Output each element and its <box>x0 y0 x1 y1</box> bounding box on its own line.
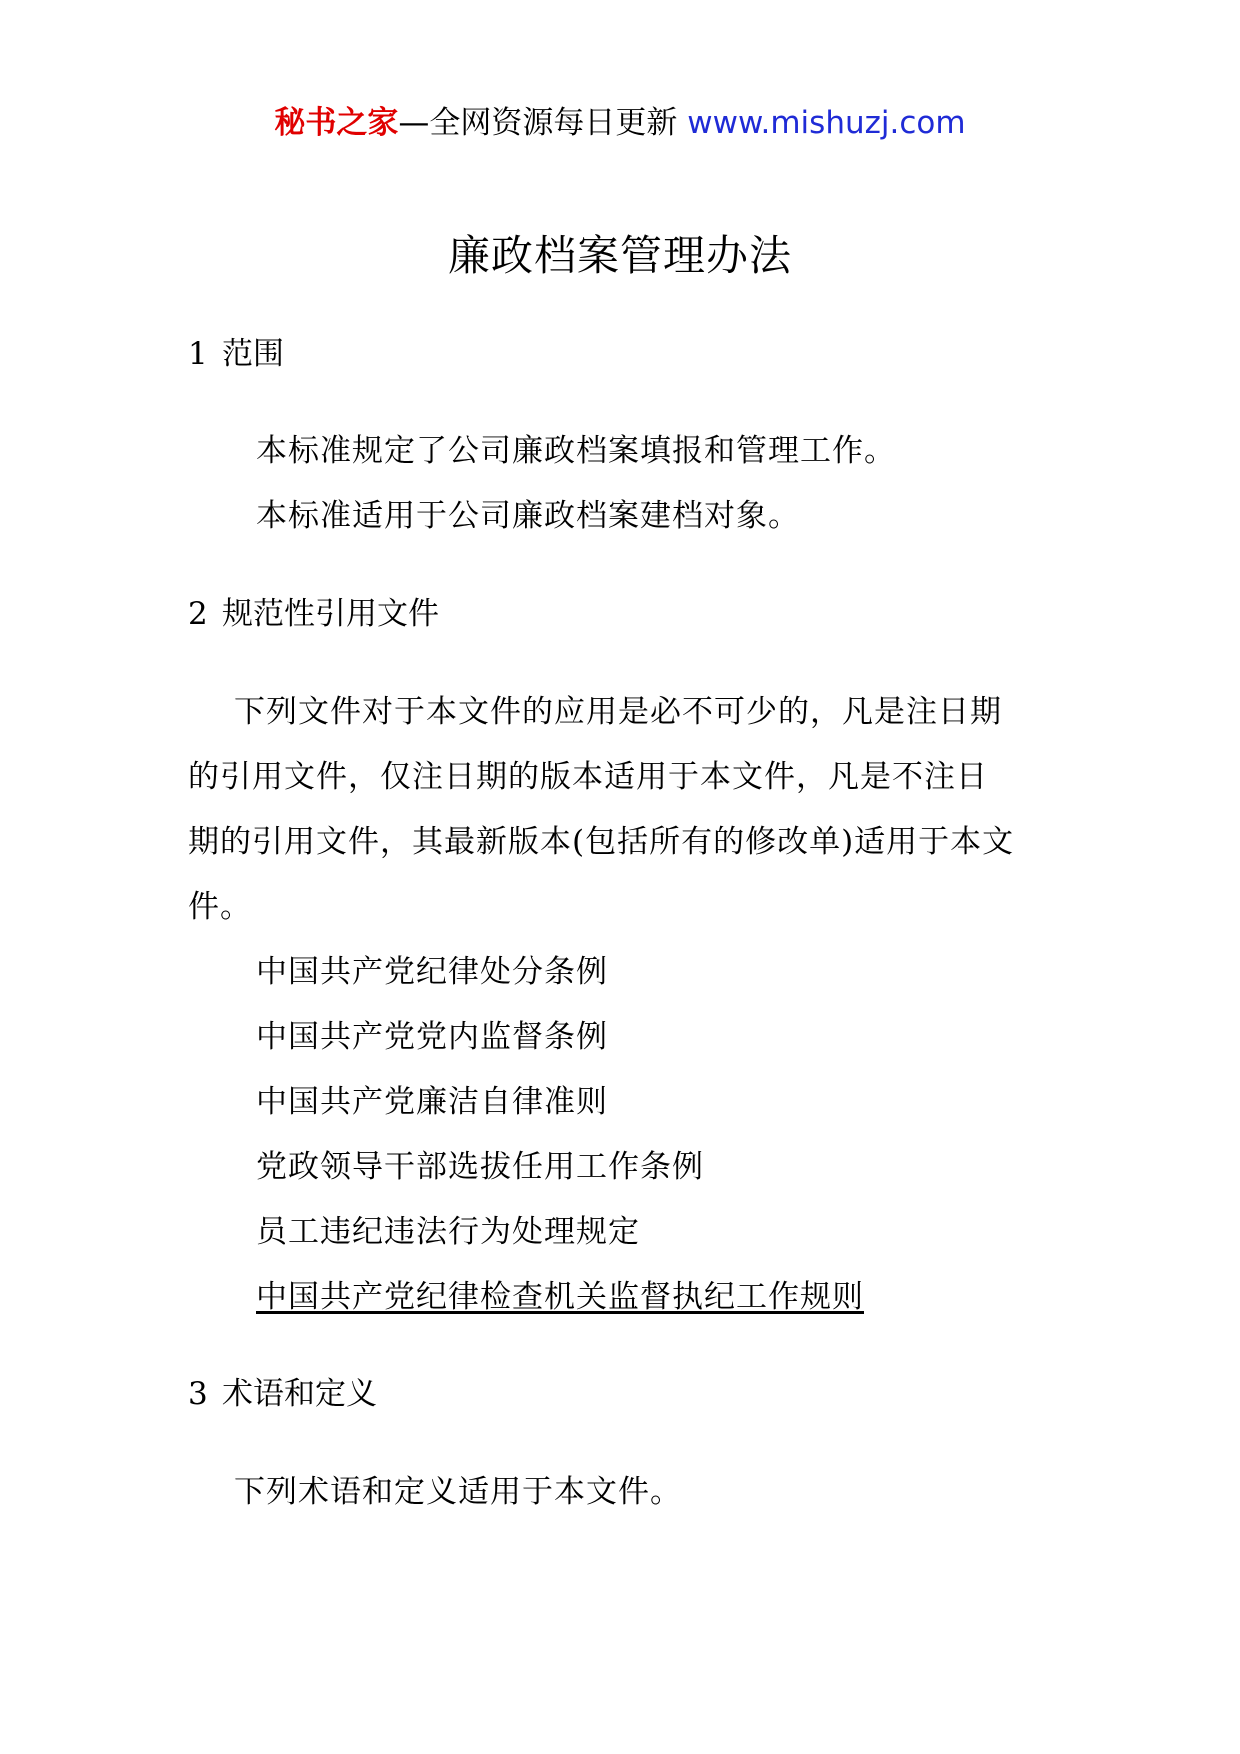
section-title: 术语和定义 <box>222 1376 377 1412</box>
section-2-paragraph-line-2: 的引用文件，仅注日期的版本适用于本文件，凡是不注日 <box>188 759 988 795</box>
brand-name: 秘书之家 <box>274 105 399 141</box>
reference-item: 中国共产党纪律处分条例 <box>256 954 608 990</box>
section-number: 3 <box>188 1376 208 1412</box>
section-1-line-2: 本标准适用于公司廉政档案建档对象。 <box>256 498 800 534</box>
section-title: 范围 <box>222 336 284 372</box>
site-url[interactable]: www.mishuzj.com <box>687 105 966 141</box>
section-title: 规范性引用文件 <box>222 596 439 632</box>
document-title: 廉政档案管理办法 <box>447 231 792 280</box>
reference-item: 中国共产党党内监督条例 <box>256 1019 608 1055</box>
section-1-heading <box>188 334 284 374</box>
reference-item-underlined: 中国共产党纪律检查机关监督执纪工作规则 <box>256 1279 864 1315</box>
section-2-heading <box>188 594 439 634</box>
section-2-paragraph-line-4: 件。 <box>188 889 252 925</box>
section-3-heading <box>188 1374 377 1414</box>
section-3-line-1: 下列术语和定义适用于本文件。 <box>234 1474 682 1510</box>
site-header <box>0 103 1240 143</box>
section-1-line-1: 本标准规定了公司廉政档案填报和管理工作。 <box>256 433 896 469</box>
section-number: 1 <box>188 336 208 372</box>
section-2-paragraph-line-1: 下列文件对于本文件的应用是必不可少的，凡是注日期 <box>234 694 1002 730</box>
header-slogan: —全网资源每日更新 <box>398 105 678 141</box>
reference-item: 中国共产党廉洁自律准则 <box>256 1084 608 1120</box>
reference-item: 党政领导干部选拔任用工作条例 <box>256 1149 704 1185</box>
reference-item: 员工违纪违法行为处理规定 <box>256 1214 640 1250</box>
section-2-paragraph-line-3: 期的引用文件，其最新版本(包括所有的修改单)适用于本文 <box>188 824 1015 860</box>
section-number: 2 <box>188 596 208 632</box>
